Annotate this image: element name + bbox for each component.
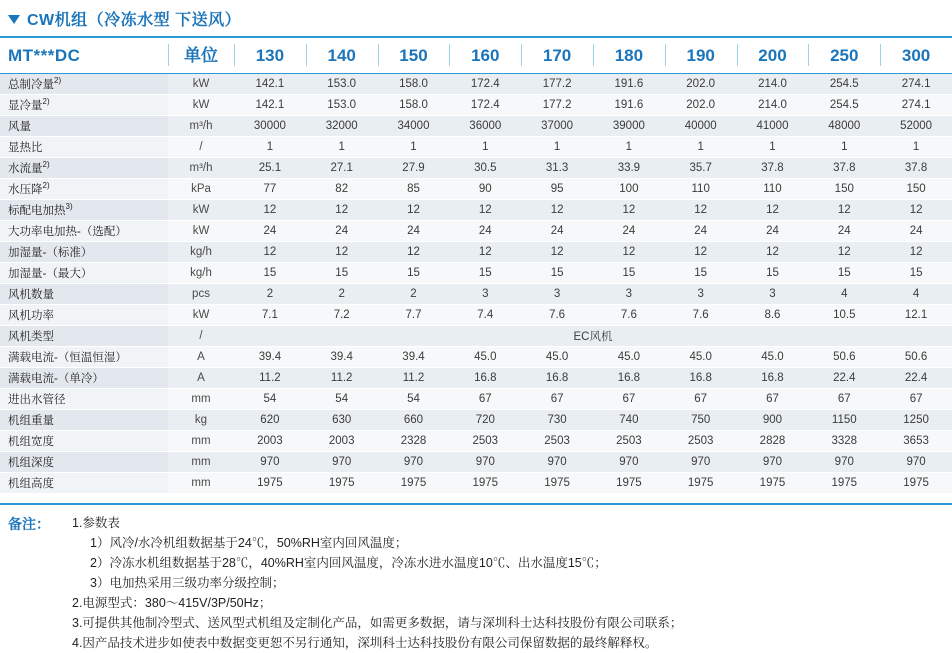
row-value: 1 — [306, 137, 378, 158]
row-value: 2503 — [521, 431, 593, 452]
row-unit: mm — [168, 473, 234, 494]
table-row — [0, 179, 952, 200]
row-value: 37000 — [521, 116, 593, 137]
row-unit: pcs — [168, 284, 234, 305]
table-row — [0, 284, 952, 305]
row-value: 54 — [378, 389, 450, 410]
row-value: 12.1 — [880, 305, 952, 326]
note-line: 1）风冷/水冷机组数据基于24℃，50%RH室内回风温度； — [90, 536, 408, 550]
row-value: 27.9 — [378, 158, 450, 179]
row-label: 满载电流-（恒温恒湿） — [0, 347, 168, 368]
row-value: 970 — [808, 452, 880, 473]
row-unit: / — [168, 137, 234, 158]
row-value: 12 — [306, 242, 378, 263]
row-value: 7.6 — [665, 305, 737, 326]
footnote-marker: 3) — [65, 202, 73, 212]
row-value: 158.0 — [378, 74, 450, 95]
row-value: 40000 — [665, 116, 737, 137]
row-value: 15 — [808, 263, 880, 284]
row-value: 12 — [234, 242, 306, 263]
row-value: 12 — [737, 200, 809, 221]
row-value: 202.0 — [665, 95, 737, 116]
row-unit: kg — [168, 410, 234, 431]
row-value: 4 — [880, 284, 952, 305]
row-label: 风量 — [0, 116, 168, 137]
row-value: 2503 — [665, 431, 737, 452]
row-value: 24 — [737, 221, 809, 242]
row-value: 52000 — [880, 116, 952, 137]
row-value: 67 — [593, 389, 665, 410]
row-value: 970 — [234, 452, 306, 473]
row-value: 50.6 — [880, 347, 952, 368]
note-line: 1.参数表 — [72, 516, 120, 530]
row-unit: m³/h — [168, 116, 234, 137]
row-value: 12 — [593, 200, 665, 221]
table-row — [0, 473, 952, 494]
footnote-marker: 2) — [42, 97, 50, 107]
row-value: 82 — [306, 179, 378, 200]
row-value: 12 — [449, 242, 521, 263]
row-value: 1975 — [449, 473, 521, 494]
row-value: 177.2 — [521, 74, 593, 95]
row-value: 24 — [234, 221, 306, 242]
row-value: 15 — [234, 263, 306, 284]
row-value: 16.8 — [737, 368, 809, 389]
row-value: 4 — [808, 284, 880, 305]
row-value: 67 — [665, 389, 737, 410]
row-value: 45.0 — [665, 347, 737, 368]
row-value: 1 — [880, 137, 952, 158]
row-value: 11.2 — [234, 368, 306, 389]
row-value: 3 — [665, 284, 737, 305]
row-value: 660 — [378, 410, 450, 431]
header-model-170: 170 — [521, 38, 593, 74]
table-row — [0, 200, 952, 221]
row-label: 风机数量 — [0, 284, 168, 305]
row-value: 900 — [737, 410, 809, 431]
row-unit: kW — [168, 95, 234, 116]
row-value: 970 — [378, 452, 450, 473]
row-value: 54 — [234, 389, 306, 410]
row-value: 24 — [808, 221, 880, 242]
row-value: 2328 — [378, 431, 450, 452]
row-value: 750 — [665, 410, 737, 431]
row-value: 1975 — [521, 473, 593, 494]
row-label: 加湿量-（最大） — [0, 263, 168, 284]
row-value: 12 — [665, 242, 737, 263]
row-value: 67 — [449, 389, 521, 410]
row-value: 48000 — [808, 116, 880, 137]
row-value: 30.5 — [449, 158, 521, 179]
row-value: 16.8 — [665, 368, 737, 389]
footnote-marker: 2) — [42, 160, 50, 170]
table-row — [0, 389, 952, 410]
row-value: 1975 — [378, 473, 450, 494]
row-value: 100 — [593, 179, 665, 200]
row-label: 加湿量-（标准） — [0, 242, 168, 263]
row-value: 740 — [593, 410, 665, 431]
table-row — [0, 242, 952, 263]
row-value: 2 — [234, 284, 306, 305]
row-value: 3 — [593, 284, 665, 305]
table-row — [0, 368, 952, 389]
row-value: 7.1 — [234, 305, 306, 326]
specification-table — [0, 38, 952, 494]
row-unit: kW — [168, 305, 234, 326]
row-value: 191.6 — [593, 74, 665, 95]
row-value: 2503 — [449, 431, 521, 452]
header-model-150: 150 — [378, 38, 450, 74]
row-label: 风机功率 — [0, 305, 168, 326]
row-unit: mm — [168, 389, 234, 410]
row-value: 12 — [880, 242, 952, 263]
row-value: 12 — [593, 242, 665, 263]
note-line: 3）电加热采用三级功率分级控制； — [90, 576, 285, 590]
notes-list — [72, 513, 944, 653]
row-value: 12 — [306, 200, 378, 221]
row-value: 15 — [737, 263, 809, 284]
row-value: 16.8 — [521, 368, 593, 389]
row-value: 1 — [737, 137, 809, 158]
row-value: 970 — [737, 452, 809, 473]
row-value: 16.8 — [449, 368, 521, 389]
row-value: 45.0 — [521, 347, 593, 368]
row-value: 67 — [737, 389, 809, 410]
table-row — [0, 221, 952, 242]
row-value: 54 — [306, 389, 378, 410]
row-value: 3 — [521, 284, 593, 305]
row-value: 3653 — [880, 431, 952, 452]
row-value: 85 — [378, 179, 450, 200]
row-unit: kPa — [168, 179, 234, 200]
row-unit: kg/h — [168, 242, 234, 263]
row-unit: kW — [168, 200, 234, 221]
header-model-160: 160 — [449, 38, 521, 74]
row-value: 254.5 — [808, 95, 880, 116]
row-value: 33.9 — [593, 158, 665, 179]
row-value: 177.2 — [521, 95, 593, 116]
row-value: 720 — [449, 410, 521, 431]
row-value: 12 — [737, 242, 809, 263]
row-value: 1 — [234, 137, 306, 158]
row-value: 45.0 — [449, 347, 521, 368]
row-value: 41000 — [737, 116, 809, 137]
row-value: 970 — [306, 452, 378, 473]
row-value: 1 — [593, 137, 665, 158]
row-value: 172.4 — [449, 74, 521, 95]
row-value: 2003 — [306, 431, 378, 452]
row-value: 1975 — [593, 473, 665, 494]
note-line: 2.电源型式：380～415V/3P/50Hz； — [72, 596, 272, 610]
row-value: 27.1 — [306, 158, 378, 179]
row-value: 37.8 — [737, 158, 809, 179]
row-value: 274.1 — [880, 95, 952, 116]
row-value: 37.8 — [808, 158, 880, 179]
row-value: 254.5 — [808, 74, 880, 95]
header-model: MT***DC — [0, 38, 168, 74]
row-value: 2 — [306, 284, 378, 305]
row-value: 7.7 — [378, 305, 450, 326]
row-value: 191.6 — [593, 95, 665, 116]
note-line: 2）冷冻水机组数据基于28℃，40%RH室内回风温度，冷冻水进水温度10℃、出水温度15℃； — [90, 556, 607, 570]
row-value: 67 — [521, 389, 593, 410]
row-value: 2828 — [737, 431, 809, 452]
row-value: 15 — [880, 263, 952, 284]
row-value: 12 — [378, 200, 450, 221]
row-value: 2503 — [593, 431, 665, 452]
row-unit: kg/h — [168, 263, 234, 284]
table-row — [0, 95, 952, 116]
row-value: 2 — [378, 284, 450, 305]
row-value-span: EC风机 — [234, 326, 952, 347]
header-model-140: 140 — [306, 38, 378, 74]
header-model-190: 190 — [665, 38, 737, 74]
row-value: 67 — [880, 389, 952, 410]
row-value: 1975 — [737, 473, 809, 494]
row-value: 24 — [306, 221, 378, 242]
table-row — [0, 158, 952, 179]
triangle-marker-icon — [8, 15, 20, 24]
row-value: 153.0 — [306, 95, 378, 116]
row-value: 150 — [880, 179, 952, 200]
row-label: 风机类型 — [0, 326, 168, 347]
table-row — [0, 74, 952, 95]
row-label: 进出水管径 — [0, 389, 168, 410]
row-value: 214.0 — [737, 95, 809, 116]
row-value: 30000 — [234, 116, 306, 137]
row-value: 11.2 — [378, 368, 450, 389]
row-value: 620 — [234, 410, 306, 431]
row-value: 12 — [521, 200, 593, 221]
row-value: 172.4 — [449, 95, 521, 116]
row-label: 水流量$^{2)}$ — [0, 158, 168, 179]
table-row — [0, 431, 952, 452]
row-value: 970 — [880, 452, 952, 473]
row-value: 7.4 — [449, 305, 521, 326]
row-unit: mm — [168, 452, 234, 473]
row-value: 15 — [378, 263, 450, 284]
section-title-bar — [0, 0, 952, 38]
row-value: 39.4 — [306, 347, 378, 368]
row-value: 1 — [808, 137, 880, 158]
row-label: 显冷量$^{2)}$ — [0, 95, 168, 116]
row-unit: mm — [168, 431, 234, 452]
row-value: 15 — [449, 263, 521, 284]
row-value: 39.4 — [234, 347, 306, 368]
table-row — [0, 305, 952, 326]
row-value: 274.1 — [880, 74, 952, 95]
footnote-marker: 2) — [42, 181, 50, 191]
row-value: 39000 — [593, 116, 665, 137]
row-unit: A — [168, 368, 234, 389]
row-value: 153.0 — [306, 74, 378, 95]
row-value: 970 — [665, 452, 737, 473]
row-label: 机组重量 — [0, 410, 168, 431]
row-value: 24 — [521, 221, 593, 242]
row-value: 12 — [880, 200, 952, 221]
table-body — [0, 74, 952, 494]
row-value: 12 — [449, 200, 521, 221]
header-model-130: 130 — [234, 38, 306, 74]
row-value: 7.6 — [593, 305, 665, 326]
row-value: 25.1 — [234, 158, 306, 179]
row-value: 7.6 — [521, 305, 593, 326]
page-title: CW机组（冷冻水型 下送风） — [27, 12, 242, 29]
row-value: 214.0 — [737, 74, 809, 95]
row-value: 12 — [521, 242, 593, 263]
row-value: 1975 — [665, 473, 737, 494]
row-value: 202.0 — [665, 74, 737, 95]
row-value: 15 — [665, 263, 737, 284]
row-value: 45.0 — [593, 347, 665, 368]
row-value: 12 — [378, 242, 450, 263]
row-label: 标配电加热$^{3)}$ — [0, 200, 168, 221]
row-label: 机组宽度 — [0, 431, 168, 452]
row-value: 1975 — [880, 473, 952, 494]
row-value: 32000 — [306, 116, 378, 137]
table-header-row — [0, 38, 952, 74]
row-unit: kW — [168, 74, 234, 95]
notes-section — [0, 503, 952, 653]
row-label: 机组深度 — [0, 452, 168, 473]
row-value: 12 — [665, 200, 737, 221]
table-header — [0, 38, 952, 74]
row-value: 158.0 — [378, 95, 450, 116]
row-value: 970 — [521, 452, 593, 473]
row-value: 3 — [449, 284, 521, 305]
row-label: 水压降$^{2)}$ — [0, 179, 168, 200]
row-value: 1 — [378, 137, 450, 158]
footnote-marker: 2) — [54, 76, 62, 86]
row-value: 50.6 — [808, 347, 880, 368]
row-value: 630 — [306, 410, 378, 431]
row-value: 1 — [521, 137, 593, 158]
row-value: 24 — [378, 221, 450, 242]
row-value: 37.8 — [880, 158, 952, 179]
row-unit: m³/h — [168, 158, 234, 179]
row-value: 1250 — [880, 410, 952, 431]
header-model-300: 300 — [880, 38, 952, 74]
header-model-180: 180 — [593, 38, 665, 74]
row-value: 16.8 — [593, 368, 665, 389]
row-value: 22.4 — [880, 368, 952, 389]
row-value: 7.2 — [306, 305, 378, 326]
row-value: 150 — [808, 179, 880, 200]
row-value: 67 — [808, 389, 880, 410]
row-value: 970 — [449, 452, 521, 473]
note-line: 3.可提供其他制冷型式、送风型式机组及定制化产品，如需更多数据，请与深圳科士达科技股份有限公司联系； — [72, 616, 683, 630]
table-row — [0, 347, 952, 368]
row-value: 95 — [521, 179, 593, 200]
row-label: 显热比 — [0, 137, 168, 158]
row-value: 22.4 — [808, 368, 880, 389]
row-value: 1975 — [808, 473, 880, 494]
row-value: 34000 — [378, 116, 450, 137]
row-value: 36000 — [449, 116, 521, 137]
row-value: 1975 — [234, 473, 306, 494]
row-label: 机组高度 — [0, 473, 168, 494]
row-unit: / — [168, 326, 234, 347]
row-label: 总制冷量$^{2)}$ — [0, 74, 168, 95]
table-row — [0, 263, 952, 284]
row-unit: kW — [168, 221, 234, 242]
row-value: 31.3 — [521, 158, 593, 179]
row-value: 77 — [234, 179, 306, 200]
header-model-200: 200 — [737, 38, 809, 74]
row-value: 110 — [665, 179, 737, 200]
row-value: 3 — [737, 284, 809, 305]
row-value: 90 — [449, 179, 521, 200]
header-unit: 单位 — [168, 38, 234, 74]
row-value: 15 — [521, 263, 593, 284]
row-value: 15 — [306, 263, 378, 284]
row-value: 3328 — [808, 431, 880, 452]
row-value: 12 — [808, 242, 880, 263]
row-value: 142.1 — [234, 74, 306, 95]
table-row — [0, 326, 952, 347]
row-value: 24 — [593, 221, 665, 242]
notes-label: 备注： — [8, 516, 50, 532]
header-model-250: 250 — [808, 38, 880, 74]
row-value: 1 — [449, 137, 521, 158]
row-unit: A — [168, 347, 234, 368]
row-value: 8.6 — [737, 305, 809, 326]
table-row — [0, 137, 952, 158]
table-row — [0, 410, 952, 431]
row-value: 15 — [593, 263, 665, 284]
row-value: 1 — [665, 137, 737, 158]
table-row — [0, 116, 952, 137]
row-value: 11.2 — [306, 368, 378, 389]
row-value: 24 — [880, 221, 952, 242]
row-value: 12 — [808, 200, 880, 221]
row-value: 24 — [665, 221, 737, 242]
row-label: 满载电流-（单冷） — [0, 368, 168, 389]
note-line: 4.因产品技术进步如使表中数据变更恕不另行通知，深圳科士达科技股份有限公司保留数据的最终解释权。 — [72, 636, 658, 650]
row-value: 110 — [737, 179, 809, 200]
row-value: 24 — [449, 221, 521, 242]
row-value: 45.0 — [737, 347, 809, 368]
row-value: 1150 — [808, 410, 880, 431]
row-value: 10.5 — [808, 305, 880, 326]
row-value: 970 — [593, 452, 665, 473]
row-value: 142.1 — [234, 95, 306, 116]
row-value: 35.7 — [665, 158, 737, 179]
row-value: 1975 — [306, 473, 378, 494]
row-value: 730 — [521, 410, 593, 431]
row-value: 39.4 — [378, 347, 450, 368]
row-value: 2003 — [234, 431, 306, 452]
row-label: 大功率电加热-（选配） — [0, 221, 168, 242]
table-row — [0, 452, 952, 473]
row-value: 12 — [234, 200, 306, 221]
